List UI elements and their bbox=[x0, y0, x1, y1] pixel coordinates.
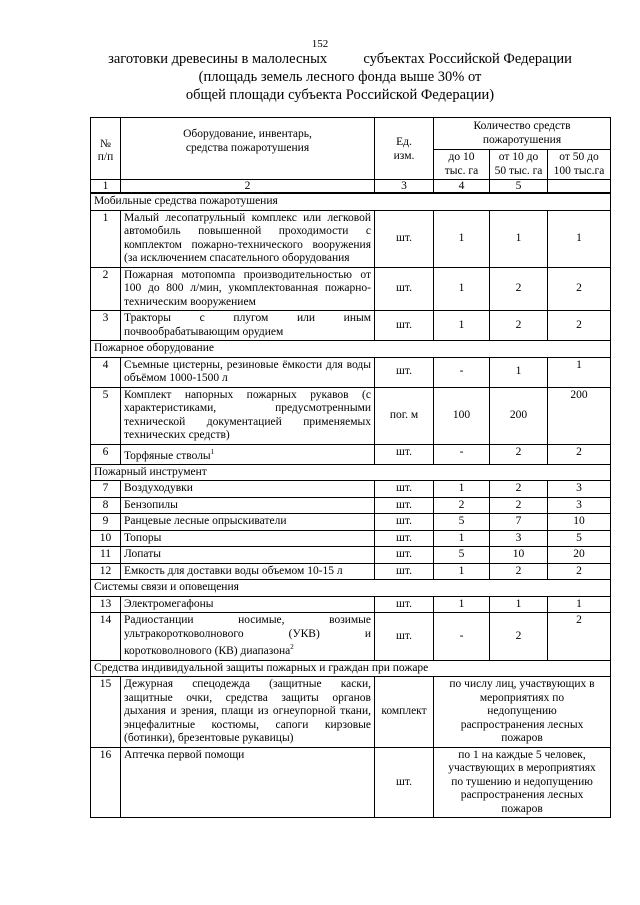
row-unit: шт. bbox=[375, 267, 434, 311]
row-num: 8 bbox=[91, 497, 121, 514]
row-q1: 1 bbox=[434, 530, 490, 547]
row-q2: 10 bbox=[490, 547, 548, 564]
row-q3: 1 bbox=[548, 210, 611, 267]
row-q3: 3 bbox=[548, 497, 611, 514]
row-num: 1 bbox=[91, 210, 121, 267]
row-q3: 2 bbox=[548, 311, 611, 341]
col-number: 1 bbox=[91, 180, 121, 194]
section-title: Средства индивидуальной защиты пожарных и граждан при пожаре bbox=[91, 660, 611, 677]
heading-line-3: общей площади субъекта Российской Федерации) bbox=[185, 87, 495, 103]
row-q2: 2 bbox=[490, 311, 548, 341]
table-row bbox=[91, 514, 611, 531]
row-q2: 1 bbox=[490, 210, 548, 267]
row-name: Бензопилы bbox=[121, 497, 375, 514]
table-row bbox=[91, 677, 611, 748]
row-q1: 2 bbox=[434, 497, 490, 514]
row-unit: шт. bbox=[375, 514, 434, 531]
row-name: Малый лесопатрульный комплекс или легковой автомобиль повышенной проходимости с комплектом пожарно-технического вооружения (за исключением спасательного оборудования bbox=[121, 210, 375, 267]
row-num: 2 bbox=[91, 267, 121, 311]
row-name: Пожарная мотопомпа производительностью от 100 до 800 л/мин, укомплектованная пожарно-техническим вооружением bbox=[121, 267, 375, 311]
row-q2: 7 bbox=[490, 514, 548, 531]
row-name: Лопаты bbox=[121, 547, 375, 564]
table-row bbox=[91, 481, 611, 498]
col-number: 3 bbox=[375, 180, 434, 194]
row-q2: 2 bbox=[490, 444, 548, 464]
row-num: 9 bbox=[91, 514, 121, 531]
row-q2: 1 bbox=[490, 357, 548, 387]
row-q3: 1 bbox=[548, 357, 611, 387]
row-name: Дежурная спецодежда (защитные каски, защитные очки, средства защиты органов дыхания и зрения, плащи из огнеупорной ткани, энцефалитные костюмы, сапоги кирзовые (ботинки), брезентовые рукавицы) bbox=[121, 677, 375, 748]
table-row bbox=[91, 387, 611, 444]
row-q3: 3 bbox=[548, 481, 611, 498]
row-num: 16 bbox=[91, 747, 121, 818]
row-name: Электромегафоны bbox=[121, 596, 375, 613]
row-unit: шт. bbox=[375, 563, 434, 580]
table-row bbox=[91, 357, 611, 387]
row-unit: шт. bbox=[375, 357, 434, 387]
row-q2: 2 bbox=[490, 267, 548, 311]
row-unit: шт. bbox=[375, 444, 434, 464]
table-header-row bbox=[91, 118, 611, 150]
row-unit: шт. bbox=[375, 210, 434, 267]
row-quantity-note: по 1 на каждые 5 человек, участвующих в мероприятиях по тушению и недопущению распространения лесных пожаров bbox=[434, 747, 611, 818]
table-row bbox=[91, 444, 611, 464]
row-name: Воздуходувки bbox=[121, 481, 375, 498]
table-row bbox=[91, 210, 611, 267]
row-q1: - bbox=[434, 444, 490, 464]
row-q1: - bbox=[434, 357, 490, 387]
row-quantity-note: по числу лиц, участвующих в мероприятиях по недопущению распространения лесных пожаров bbox=[434, 677, 611, 748]
row-unit: шт. bbox=[375, 613, 434, 660]
row-num: 14 bbox=[91, 613, 121, 660]
header-num: № п/п bbox=[91, 118, 121, 180]
section-row bbox=[91, 660, 611, 677]
table-row bbox=[91, 747, 611, 818]
row-name bbox=[121, 613, 375, 660]
table-row bbox=[91, 497, 611, 514]
document-heading bbox=[60, 50, 620, 104]
header-q1: до 10 тыс. га bbox=[434, 150, 490, 180]
row-num: 11 bbox=[91, 547, 121, 564]
row-name-text: Радиостанции носимые, возимые ультракоротковолнового (УКВ) и коротковолнового (КВ) диапазона bbox=[124, 614, 371, 658]
row-unit: пог. м bbox=[375, 387, 434, 444]
row-q1: 1 bbox=[434, 596, 490, 613]
row-num: 12 bbox=[91, 563, 121, 580]
row-num: 5 bbox=[91, 387, 121, 444]
row-q1: 1 bbox=[434, 311, 490, 341]
row-q1: 1 bbox=[434, 210, 490, 267]
row-unit: шт. bbox=[375, 311, 434, 341]
row-q1: - bbox=[434, 613, 490, 660]
section-row bbox=[91, 341, 611, 358]
section-title: Системы связи и оповещения bbox=[91, 580, 611, 597]
row-q3: 200 bbox=[548, 387, 611, 444]
row-unit: шт. bbox=[375, 547, 434, 564]
section-row bbox=[91, 464, 611, 481]
header-equipment: Оборудование, инвентарь, средства пожаротушения bbox=[121, 118, 375, 180]
row-q1: 1 bbox=[434, 481, 490, 498]
row-name-text: Торфяные стволы bbox=[124, 449, 211, 462]
row-unit: шт. bbox=[375, 596, 434, 613]
row-num: 13 bbox=[91, 596, 121, 613]
row-q1: 5 bbox=[434, 514, 490, 531]
table-row bbox=[91, 547, 611, 564]
row-q2: 200 bbox=[490, 387, 548, 444]
header-q3: от 50 до 100 тыс.га bbox=[548, 150, 611, 180]
header-quantity: Количество средств пожаротушения bbox=[434, 118, 611, 150]
row-unit: комплект bbox=[375, 677, 434, 748]
row-q1: 5 bbox=[434, 547, 490, 564]
row-q2: 2 bbox=[490, 563, 548, 580]
col-number: 2 bbox=[121, 180, 375, 194]
equipment-table bbox=[90, 117, 611, 818]
section-title: Пожарный инструмент bbox=[91, 464, 611, 481]
row-unit: шт. bbox=[375, 481, 434, 498]
col-number: 4 bbox=[434, 180, 490, 194]
row-name: Тракторы с плугом или иным почвообрабатывающим орудием bbox=[121, 311, 375, 341]
row-q2: 3 bbox=[490, 530, 548, 547]
row-q3: 2 bbox=[548, 444, 611, 464]
row-q1: 1 bbox=[434, 267, 490, 311]
row-q3: 2 bbox=[548, 267, 611, 311]
row-q3: 2 bbox=[548, 563, 611, 580]
row-q1: 1 bbox=[434, 563, 490, 580]
row-q3: 5 bbox=[548, 530, 611, 547]
row-q2: 2 bbox=[490, 481, 548, 498]
row-num: 4 bbox=[91, 357, 121, 387]
row-name: Съемные цистерны, резиновые ёмкости для воды объёмом 1000-1500 л bbox=[121, 357, 375, 387]
section-row bbox=[91, 580, 611, 597]
row-q1: 100 bbox=[434, 387, 490, 444]
row-name: Топоры bbox=[121, 530, 375, 547]
table-row bbox=[91, 596, 611, 613]
row-q3: 10 bbox=[548, 514, 611, 531]
row-num: 10 bbox=[91, 530, 121, 547]
section-title: Мобильные средства пожаротушения bbox=[91, 193, 611, 210]
header-q2: от 10 до 50 тыс. га bbox=[490, 150, 548, 180]
table-row bbox=[91, 613, 611, 660]
section-title: Пожарное оборудование bbox=[91, 341, 611, 358]
footnote-marker: 2 bbox=[290, 643, 294, 652]
row-unit: шт. bbox=[375, 530, 434, 547]
table-row bbox=[91, 267, 611, 311]
col-number-empty bbox=[548, 180, 611, 194]
row-q2: 1 bbox=[490, 596, 548, 613]
row-q2: 2 bbox=[490, 613, 548, 660]
row-q3: 2 bbox=[548, 613, 611, 660]
row-q3: 20 bbox=[548, 547, 611, 564]
row-num: 15 bbox=[91, 677, 121, 748]
row-name: Комплект напорных пожарных рукавов (с характеристиками, предусмотренными технической документацией применяемых технических средств) bbox=[121, 387, 375, 444]
row-name: Емкость для доставки воды объемом 10-15 л bbox=[121, 563, 375, 580]
row-name: Аптечка первой помощи bbox=[121, 747, 375, 818]
row-num: 3 bbox=[91, 311, 121, 341]
row-num: 6 bbox=[91, 444, 121, 464]
row-unit: шт. bbox=[375, 747, 434, 818]
footnote-marker: 1 bbox=[210, 447, 215, 456]
table-row bbox=[91, 530, 611, 547]
section-row bbox=[91, 193, 611, 210]
row-q3: 1 bbox=[548, 596, 611, 613]
row-name: Ранцевые лесные опрыскиватели bbox=[121, 514, 375, 531]
row-name bbox=[121, 444, 375, 464]
heading-line-2: (площадь земель лесного фонда выше 30% от bbox=[198, 69, 482, 85]
heading-line-1: заготовки древесины в малолесных субъектах Российской Федерации bbox=[108, 51, 572, 67]
row-num: 7 bbox=[91, 481, 121, 498]
table-row bbox=[91, 311, 611, 341]
col-number: 5 bbox=[490, 180, 548, 194]
row-q2: 2 bbox=[490, 497, 548, 514]
header-unit: Ед. изм. bbox=[375, 118, 434, 180]
row-unit: шт. bbox=[375, 497, 434, 514]
column-number-row bbox=[91, 180, 611, 194]
page-number: 152 bbox=[311, 38, 329, 50]
table-row bbox=[91, 563, 611, 580]
